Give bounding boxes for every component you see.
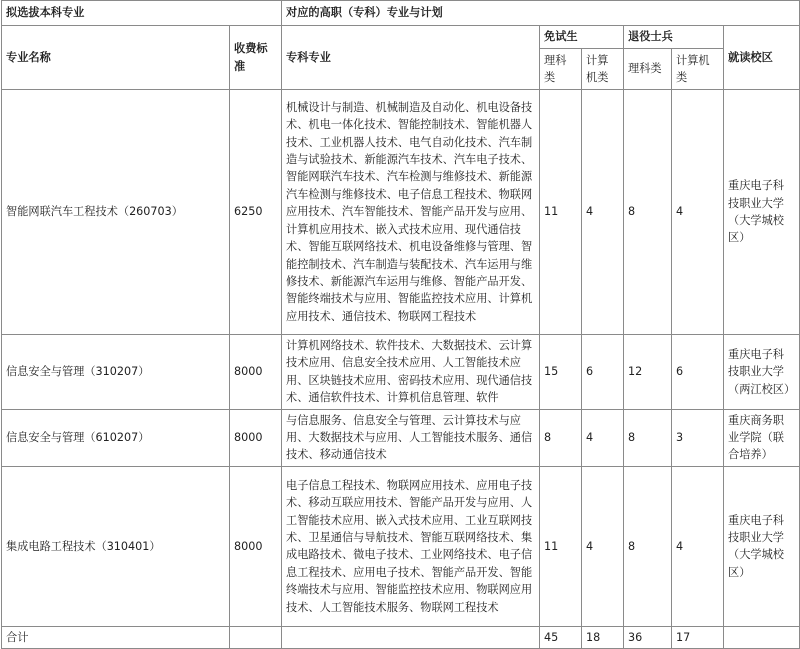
- header-group-undergrad: 拟选拔本科专业: [2, 1, 282, 26]
- specialty-list: 机械设计与制造、机械制造及自动化、机电设备技术、机电一体化技术、智能控制技术、智能机器人技术、工业机器人技术、电气自动化技术、汽车制造与试验技术、新能源汽车技术、汽车电子技术、智能网联汽车技术、汽车检测与维修技术、新能源汽车检测与维修技术、电子信息工程技术、物联网应用技术、汽车智能技术、智能产品开发与应用、计算机应用技术、嵌入式技术应用、现代通信技术、智能互联网络技术、机电设备维修与管理、智能控制技术、汽车制造与装配技术、汽车运用与维修技术、新能源汽车运用与维修、智能产品开发、智能终端技术与应用、智能监控技术应用、计算机应用技术、通信技术、物联网工程技术: [282, 90, 540, 335]
- total-veteran-science: 36: [624, 626, 672, 648]
- exempt-science-count: 11: [540, 466, 582, 626]
- exempt-computer-count: 6: [582, 335, 624, 410]
- total-campus-empty: [724, 626, 800, 648]
- table-row: [2, 466, 800, 626]
- header-veteran-science: 理科类: [624, 49, 672, 90]
- header-campus: 就读校区: [724, 26, 800, 90]
- total-row: [2, 626, 800, 648]
- campus: 重庆电子科技职业大学（大学城校区）: [724, 90, 800, 335]
- major-name: 智能网联汽车工程技术（260703）: [2, 90, 230, 335]
- header-group-vocational: 对应的高职（专科）专业与计划: [282, 1, 800, 26]
- veteran-computer-count: 6: [672, 335, 724, 410]
- campus: 重庆电子科技职业大学（两江校区）: [724, 335, 800, 410]
- specialty-list: 与信息服务、信息安全与管理、云计算技术与应用、大数据技术与应用、人工智能技术服务、通信技术、移动通信技术: [282, 409, 540, 466]
- header-exempt-computer: 计算机类: [582, 49, 624, 90]
- veteran-science-count: 8: [624, 90, 672, 335]
- campus: 重庆商务职业学院（联合培养）: [724, 409, 800, 466]
- major-name: 信息安全与管理（310207）: [2, 335, 230, 410]
- header-row-columns: [2, 26, 800, 49]
- veteran-computer-count: 4: [672, 466, 724, 626]
- header-major-name: 专业名称: [2, 26, 230, 90]
- campus: 重庆电子科技职业大学（大学城校区）: [724, 466, 800, 626]
- specialty-list: 电子信息工程技术、物联网应用技术、应用电子技术、移动互联应用技术、智能产品开发与应用、人工智能技术应用、嵌入式技术应用、工业互联网技术、卫星通信与导航技术、智能互联网络技术、集成电路技术、微电子技术、工业网络技术、电子信息工程技术、应用电子技术、智能产品开发、智能终端技术与应用、智能监控技术应用、物联网应用技术、人工智能技术服务、物联网工程技术: [282, 466, 540, 626]
- header-exempt-science: 理科类: [540, 49, 582, 90]
- header-specialty: 专科专业: [282, 26, 540, 90]
- exempt-science-count: 11: [540, 90, 582, 335]
- exempt-science-count: 8: [540, 409, 582, 466]
- total-label: 合计: [2, 626, 230, 648]
- veteran-science-count: 8: [624, 409, 672, 466]
- header-exempt: 免试生: [540, 26, 624, 49]
- veteran-computer-count: 4: [672, 90, 724, 335]
- total-veteran-computer: 17: [672, 626, 724, 648]
- header-fee: 收费标准: [230, 26, 282, 90]
- fee: 8000: [230, 335, 282, 410]
- exempt-computer-count: 4: [582, 90, 624, 335]
- fee: 6250: [230, 90, 282, 335]
- veteran-science-count: 8: [624, 466, 672, 626]
- veteran-science-count: 12: [624, 335, 672, 410]
- exempt-computer-count: 4: [582, 466, 624, 626]
- total-exempt-computer: 18: [582, 626, 624, 648]
- veteran-computer-count: 3: [672, 409, 724, 466]
- total-exempt-science: 45: [540, 626, 582, 648]
- table-row: [2, 90, 800, 335]
- fee: 8000: [230, 466, 282, 626]
- total-specialty-empty: [282, 626, 540, 648]
- header-veteran-computer: 计算机类: [672, 49, 724, 90]
- exempt-science-count: 15: [540, 335, 582, 410]
- exempt-computer-count: 4: [582, 409, 624, 466]
- table-row: [2, 335, 800, 410]
- header-row-groups: [2, 1, 800, 26]
- header-veteran: 退役士兵: [624, 26, 724, 49]
- major-name: 集成电路工程技术（310401）: [2, 466, 230, 626]
- total-fee-empty: [230, 626, 282, 648]
- enrollment-plan-table: [1, 0, 800, 649]
- specialty-list: 计算机网络技术、软件技术、大数据技术、云计算技术应用、信息安全技术应用、人工智能技术应用、区块链技术应用、密码技术应用、现代通信技术、通信软件技术、计算机信息管理、软件: [282, 335, 540, 410]
- table-row: [2, 409, 800, 466]
- major-name: 信息安全与管理（610207）: [2, 409, 230, 466]
- fee: 8000: [230, 409, 282, 466]
